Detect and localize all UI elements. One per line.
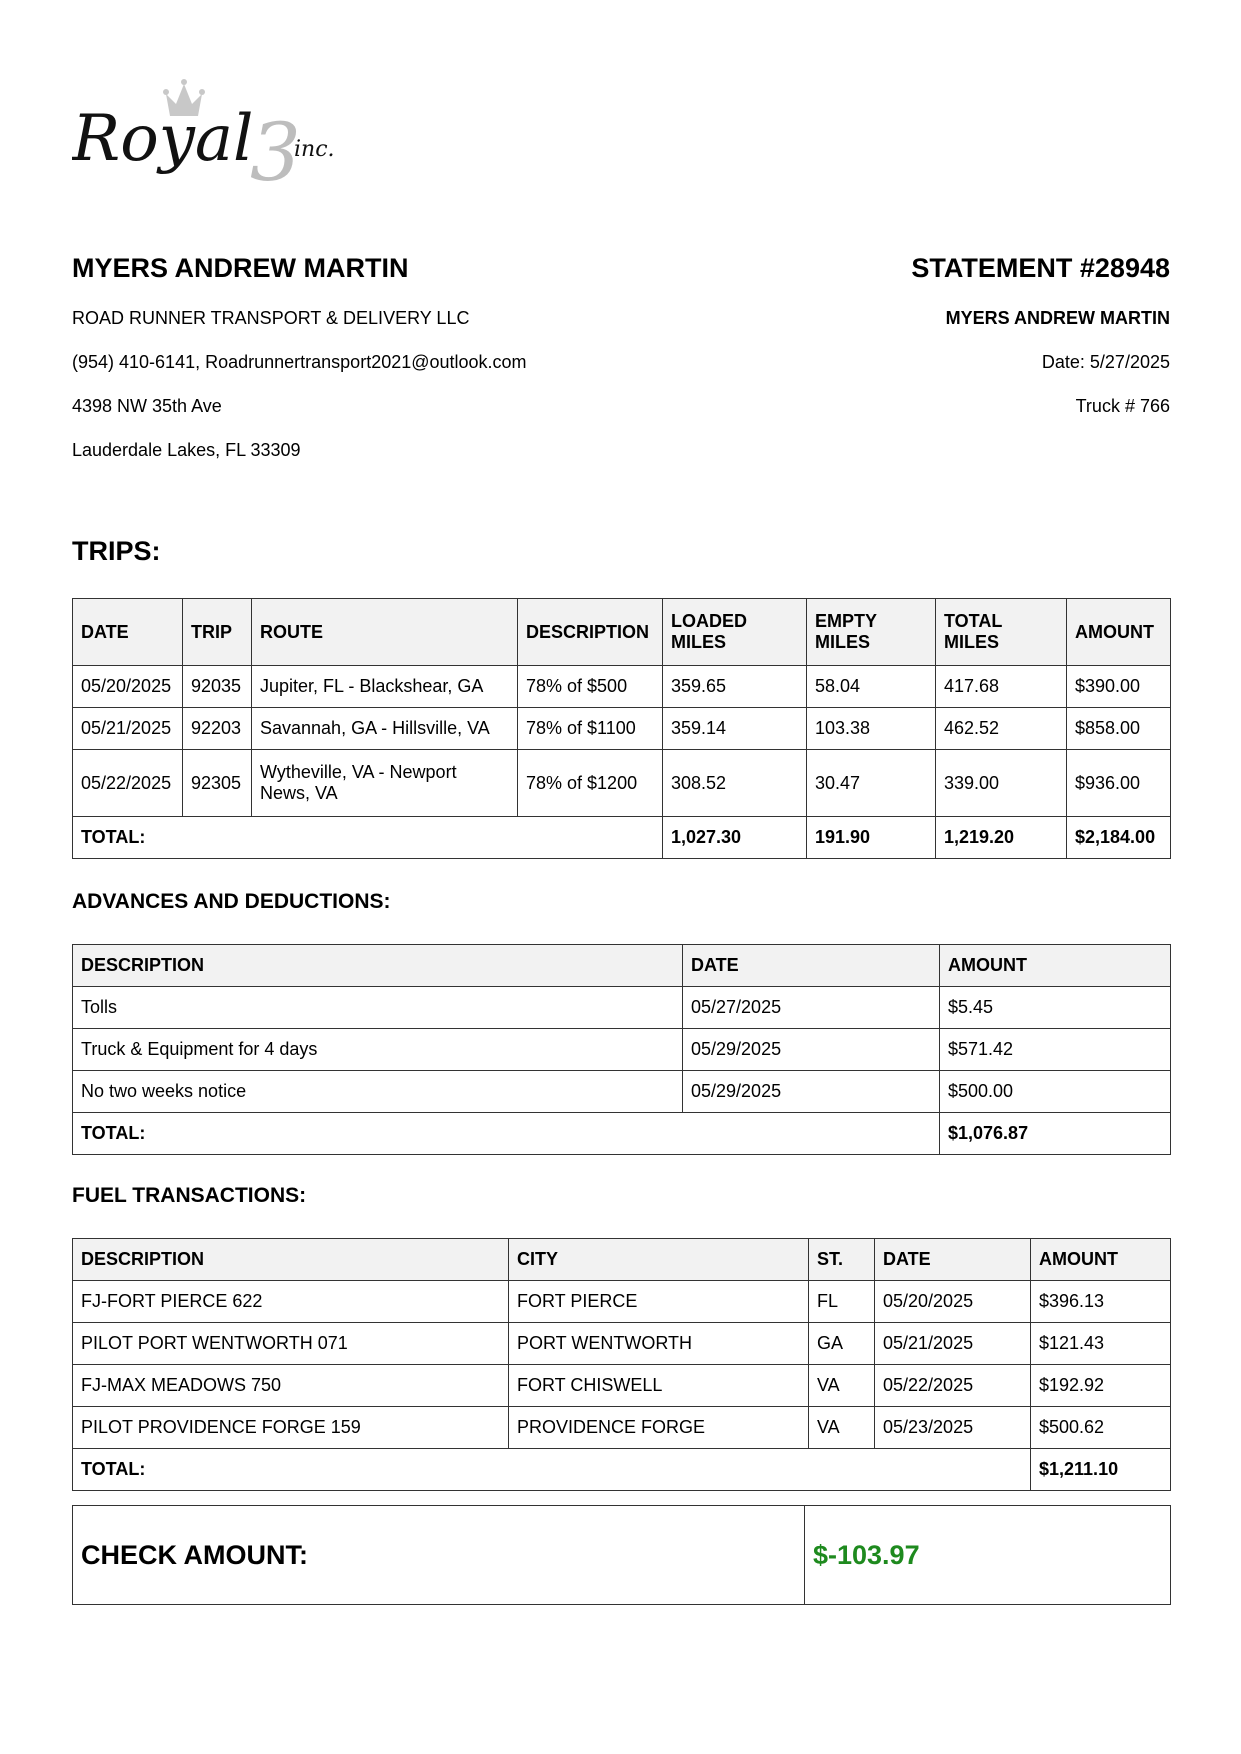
- fuel-state: VA: [809, 1407, 875, 1449]
- table-row: [73, 1323, 1171, 1365]
- col-city: CITY: [509, 1239, 809, 1281]
- trips-table: [72, 598, 1171, 859]
- trip-loaded-miles: 359.14: [663, 708, 807, 750]
- fuel-total-row: [73, 1449, 1171, 1491]
- col-loaded-miles: LOADED MILES: [663, 599, 807, 666]
- deduction-description: Tolls: [73, 987, 683, 1029]
- fuel-total: $1,211.10: [1031, 1449, 1171, 1491]
- total-empty-miles: 191.90: [807, 817, 936, 859]
- table-row: [73, 1071, 1171, 1113]
- statement-title: STATEMENT #28948: [911, 253, 1170, 283]
- table-row: [73, 666, 1171, 708]
- check-amount-value: $-103.97: [805, 1506, 1171, 1605]
- deduction-date: 05/29/2025: [683, 1071, 940, 1113]
- trip-total-miles: 417.68: [936, 666, 1067, 708]
- driver-name: MYERS ANDREW MARTIN: [72, 253, 409, 283]
- col-state: ST.: [809, 1239, 875, 1281]
- fuel-amount: $192.92: [1031, 1365, 1171, 1407]
- fuel-description: FJ-FORT PIERCE 622: [73, 1281, 509, 1323]
- trips-header-row: [73, 599, 1171, 666]
- deductions-total-label: TOTAL:: [73, 1113, 940, 1155]
- table-row: [73, 1407, 1171, 1449]
- trip-route: Wytheville, VA - Newport News, VA: [252, 750, 518, 817]
- fuel-city: FORT PIERCE: [509, 1281, 809, 1323]
- col-date: DATE: [875, 1239, 1031, 1281]
- fuel-description: FJ-MAX MEADOWS 750: [73, 1365, 509, 1407]
- address-line-1: 4398 NW 35th Ave: [72, 396, 222, 416]
- fuel-header-row: [73, 1239, 1171, 1281]
- logo-text: Royal: [72, 102, 254, 176]
- address-line-2: Lauderdale Lakes, FL 33309: [72, 440, 301, 460]
- company-name: ROAD RUNNER TRANSPORT & DELIVERY LLC: [72, 308, 470, 328]
- trip-date: 05/20/2025: [73, 666, 183, 708]
- total-total-miles: 1,219.20: [936, 817, 1067, 859]
- deductions-header-row: [73, 945, 1171, 987]
- company-logo: [72, 72, 392, 192]
- check-amount-label: CHECK AMOUNT:: [73, 1506, 805, 1605]
- fuel-amount: $500.62: [1031, 1407, 1171, 1449]
- trip-route: Savannah, GA - Hillsville, VA: [252, 708, 518, 750]
- statement-date: Date: 5/27/2025: [1041, 352, 1170, 372]
- trip-number: 92203: [183, 708, 252, 750]
- logo-numeral: 3: [250, 106, 301, 192]
- col-description: DESCRIPTION: [518, 599, 663, 666]
- deduction-amount: $5.45: [940, 987, 1171, 1029]
- fuel-date: 05/22/2025: [875, 1365, 1031, 1407]
- table-row: [73, 708, 1171, 750]
- deduction-date: 05/27/2025: [683, 987, 940, 1029]
- deductions-total: $1,076.87: [940, 1113, 1171, 1155]
- trip-empty-miles: 30.47: [807, 750, 936, 817]
- fuel-table: [72, 1238, 1171, 1491]
- trips-title: TRIPS:: [72, 536, 161, 566]
- deduction-description: Truck & Equipment for 4 days: [73, 1029, 683, 1071]
- trip-loaded-miles: 308.52: [663, 750, 807, 817]
- trip-amount: $936.00: [1067, 750, 1171, 817]
- fuel-amount: $121.43: [1031, 1323, 1171, 1365]
- trip-date: 05/22/2025: [73, 750, 183, 817]
- deductions-title: ADVANCES AND DEDUCTIONS:: [72, 890, 391, 913]
- deductions-table: [72, 944, 1171, 1155]
- fuel-city: FORT CHISWELL: [509, 1365, 809, 1407]
- trips-total-label: TOTAL:: [73, 817, 663, 859]
- trip-date: 05/21/2025: [73, 708, 183, 750]
- fuel-city: PROVIDENCE FORGE: [509, 1407, 809, 1449]
- trip-number: 92305: [183, 750, 252, 817]
- trips-total-row: [73, 817, 1171, 859]
- trip-description: 78% of $500: [518, 666, 663, 708]
- trip-total-miles: 462.52: [936, 708, 1067, 750]
- driver-info: [72, 252, 672, 460]
- deduction-description: No two weeks notice: [73, 1071, 683, 1113]
- table-row: [73, 750, 1171, 817]
- trip-description: 78% of $1100: [518, 708, 663, 750]
- col-description: DESCRIPTION: [73, 1239, 509, 1281]
- total-trip-amount: $2,184.00: [1067, 817, 1171, 859]
- trip-total-miles: 339.00: [936, 750, 1067, 817]
- deduction-amount: $500.00: [940, 1071, 1171, 1113]
- col-amount: AMOUNT: [1031, 1239, 1171, 1281]
- fuel-total-label: TOTAL:: [73, 1449, 1031, 1491]
- statement-driver-name: MYERS ANDREW MARTIN: [945, 308, 1170, 328]
- col-empty-miles: EMPTY MILES: [807, 599, 936, 666]
- check-amount-box: [72, 1505, 1171, 1605]
- deductions-total-row: [73, 1113, 1171, 1155]
- trip-description: 78% of $1200: [518, 750, 663, 817]
- col-date: DATE: [73, 599, 183, 666]
- contact-info: (954) 410-6141, Roadrunnertransport2021@outlook.com: [72, 352, 527, 372]
- fuel-date: 05/20/2025: [875, 1281, 1031, 1323]
- col-date: DATE: [683, 945, 940, 987]
- col-description: DESCRIPTION: [73, 945, 683, 987]
- col-total-miles: TOTAL MILES: [936, 599, 1067, 666]
- statement-info: [670, 252, 1170, 416]
- trip-empty-miles: 58.04: [807, 666, 936, 708]
- table-row: [73, 1281, 1171, 1323]
- trip-amount: $858.00: [1067, 708, 1171, 750]
- royal3-logo: [72, 72, 392, 192]
- fuel-date: 05/21/2025: [875, 1323, 1031, 1365]
- table-row: [73, 987, 1171, 1029]
- fuel-state: VA: [809, 1365, 875, 1407]
- deduction-amount: $571.42: [940, 1029, 1171, 1071]
- col-trip: TRIP: [183, 599, 252, 666]
- fuel-state: GA: [809, 1323, 875, 1365]
- trip-empty-miles: 103.38: [807, 708, 936, 750]
- table-row: [73, 1365, 1171, 1407]
- truck-number: Truck # 766: [1075, 396, 1170, 416]
- fuel-city: PORT WENTWORTH: [509, 1323, 809, 1365]
- trip-loaded-miles: 359.65: [663, 666, 807, 708]
- fuel-description: PILOT PROVIDENCE FORGE 159: [73, 1407, 509, 1449]
- table-row: [73, 1029, 1171, 1071]
- logo-suffix: inc.: [294, 137, 335, 162]
- trip-number: 92035: [183, 666, 252, 708]
- fuel-date: 05/23/2025: [875, 1407, 1031, 1449]
- col-amount: AMOUNT: [940, 945, 1171, 987]
- fuel-title: FUEL TRANSACTIONS:: [72, 1184, 307, 1207]
- col-amount: AMOUNT: [1067, 599, 1171, 666]
- total-loaded-miles: 1,027.30: [663, 817, 807, 859]
- deduction-date: 05/29/2025: [683, 1029, 940, 1071]
- fuel-description: PILOT PORT WENTWORTH 071: [73, 1323, 509, 1365]
- trip-amount: $390.00: [1067, 666, 1171, 708]
- trip-route: Jupiter, FL - Blackshear, GA: [252, 666, 518, 708]
- fuel-amount: $396.13: [1031, 1281, 1171, 1323]
- col-route: ROUTE: [252, 599, 518, 666]
- fuel-state: FL: [809, 1281, 875, 1323]
